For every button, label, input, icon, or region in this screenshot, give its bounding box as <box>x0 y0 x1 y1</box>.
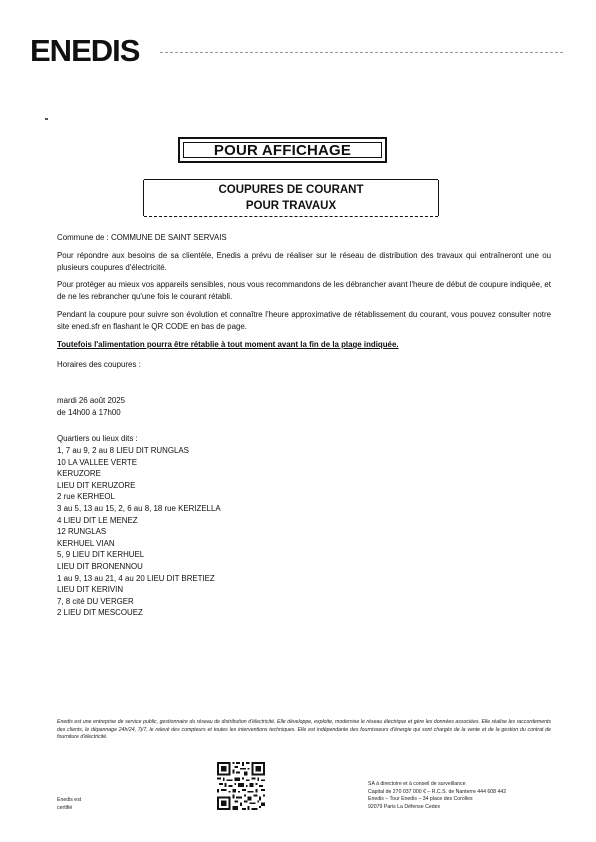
list-item: LIEU DIT KERIVIN <box>57 585 124 595</box>
footer-right-line: Capital de 270 037 000 € – R.C.S. de Nanterre 444 608 442 <box>368 788 507 795</box>
list-item: 12 RUNGLAS <box>57 527 107 537</box>
list-item: 2 rue KERHEOL <box>57 492 115 502</box>
coupures-title-line2: POUR TRAVAUX <box>245 200 337 212</box>
affichage-title: POUR AFFICHAGE <box>183 142 382 158</box>
list-item: 2 LIEU DIT MESCOUEZ <box>57 608 143 618</box>
list-item: 1, 7 au 9, 2 au 8 LIEU DIT RUNGLAS <box>57 446 189 455</box>
commune-line: Commune de : COMMUNE DE SAINT SERVAIS <box>57 233 227 242</box>
zones-list <box>57 445 221 619</box>
qr-code-icon[interactable] <box>217 762 265 810</box>
coupure-date: mardi 26 août 2025 <box>57 396 125 405</box>
list-item: 1 au 9, 13 au 21, 4 au 20 LIEU DIT BRETIEZ <box>57 573 215 583</box>
list-item: 10 LA VALLEE VERTE <box>57 457 137 467</box>
list-item: 3 au 5, 13 au 15, 2, 6 au 8, 18 rue KERIZELLA <box>57 503 221 513</box>
footer-company-info <box>368 781 506 812</box>
coupures-title-box <box>143 180 439 216</box>
footer-right-line: SA à directoire et à conseil de surveillance <box>368 781 466 787</box>
paragraph-appareils: Pour protéger au mieux vos appareils sensibles, nous vous recommandons de les débrancher avant l'heure de début de coupure indiquée, et de ne les rebrancher qu'une fois le courant rétabli. <box>57 280 551 301</box>
list-item: 4 LIEU DIT LE MENEZ <box>57 515 138 525</box>
paragraph-intro: Pour répondre aux besoins de sa clientèle, Enedis a prévu de réaliser sur le réseau de distribution des travaux qui entraîneront une ou plusieurs coupures d'électricité. <box>57 251 551 272</box>
list-item: LIEU DIT KERUZORE <box>57 480 136 490</box>
footer-legal-text: Enedis est une entreprise de service public, gestionnaire du réseau de distribution d'électricité. Elle développe, exploite, modernise le réseau électrique et gère les données associées. Elle réalise les raccordements des clients, le dépannage 24h/24, 7j/7, le relevé des compteurs et toutes les interventions techniques. Elle est indépendante des fournisseurs d'énergie qui sont chargés de la vente et de la gestion du contrat de fourniture d'électricité. <box>57 719 551 741</box>
horaires-label: Horaires des coupures : <box>57 360 141 369</box>
list-item: 5, 9 LIEU DIT KERHUEL <box>57 550 145 560</box>
footer-right-line: 92079 Paris La Défense Cedex <box>368 804 441 811</box>
header-rule <box>160 52 563 53</box>
coupures-top-line <box>144 179 438 180</box>
affichage-title-box <box>178 137 387 163</box>
list-item: 7, 8 cité DU VERGER <box>57 596 134 606</box>
coupures-bottom-line <box>144 216 438 217</box>
coupure-time-range: de 14h00 à 17h00 <box>57 408 121 417</box>
list-item: KERUZORE <box>57 469 101 479</box>
footer-left-line: certifié <box>57 804 73 811</box>
footer-right-line: Enedis – Tour Enedis – 34 place des Corolles <box>368 796 473 803</box>
warning-line: Toutefois l'alimentation pourra être rétablie à tout moment avant la fin de la plage indiquée. <box>57 340 399 349</box>
list-item: KERHUEL VIAN <box>57 538 115 548</box>
zones-label: Quartiers ou lieux dits : <box>57 434 138 443</box>
corner-mark <box>45 118 48 120</box>
paragraph-suivi: Pendant la coupure pour suivre son évolution et connaître l'heure approximative de rétablissement du courant, vous pouvez consulter notre site ened.sfr en flashant le QR CODE en bas de page. <box>57 310 551 331</box>
footer-certification <box>57 797 81 812</box>
coupures-title-line1: COUPURES DE COURANT <box>218 184 364 196</box>
enedis-logo: ENEDIS <box>30 33 140 68</box>
footer-left-line: Enedis est <box>57 797 82 803</box>
list-item: LIEU DIT BRONENNOU <box>57 561 143 571</box>
